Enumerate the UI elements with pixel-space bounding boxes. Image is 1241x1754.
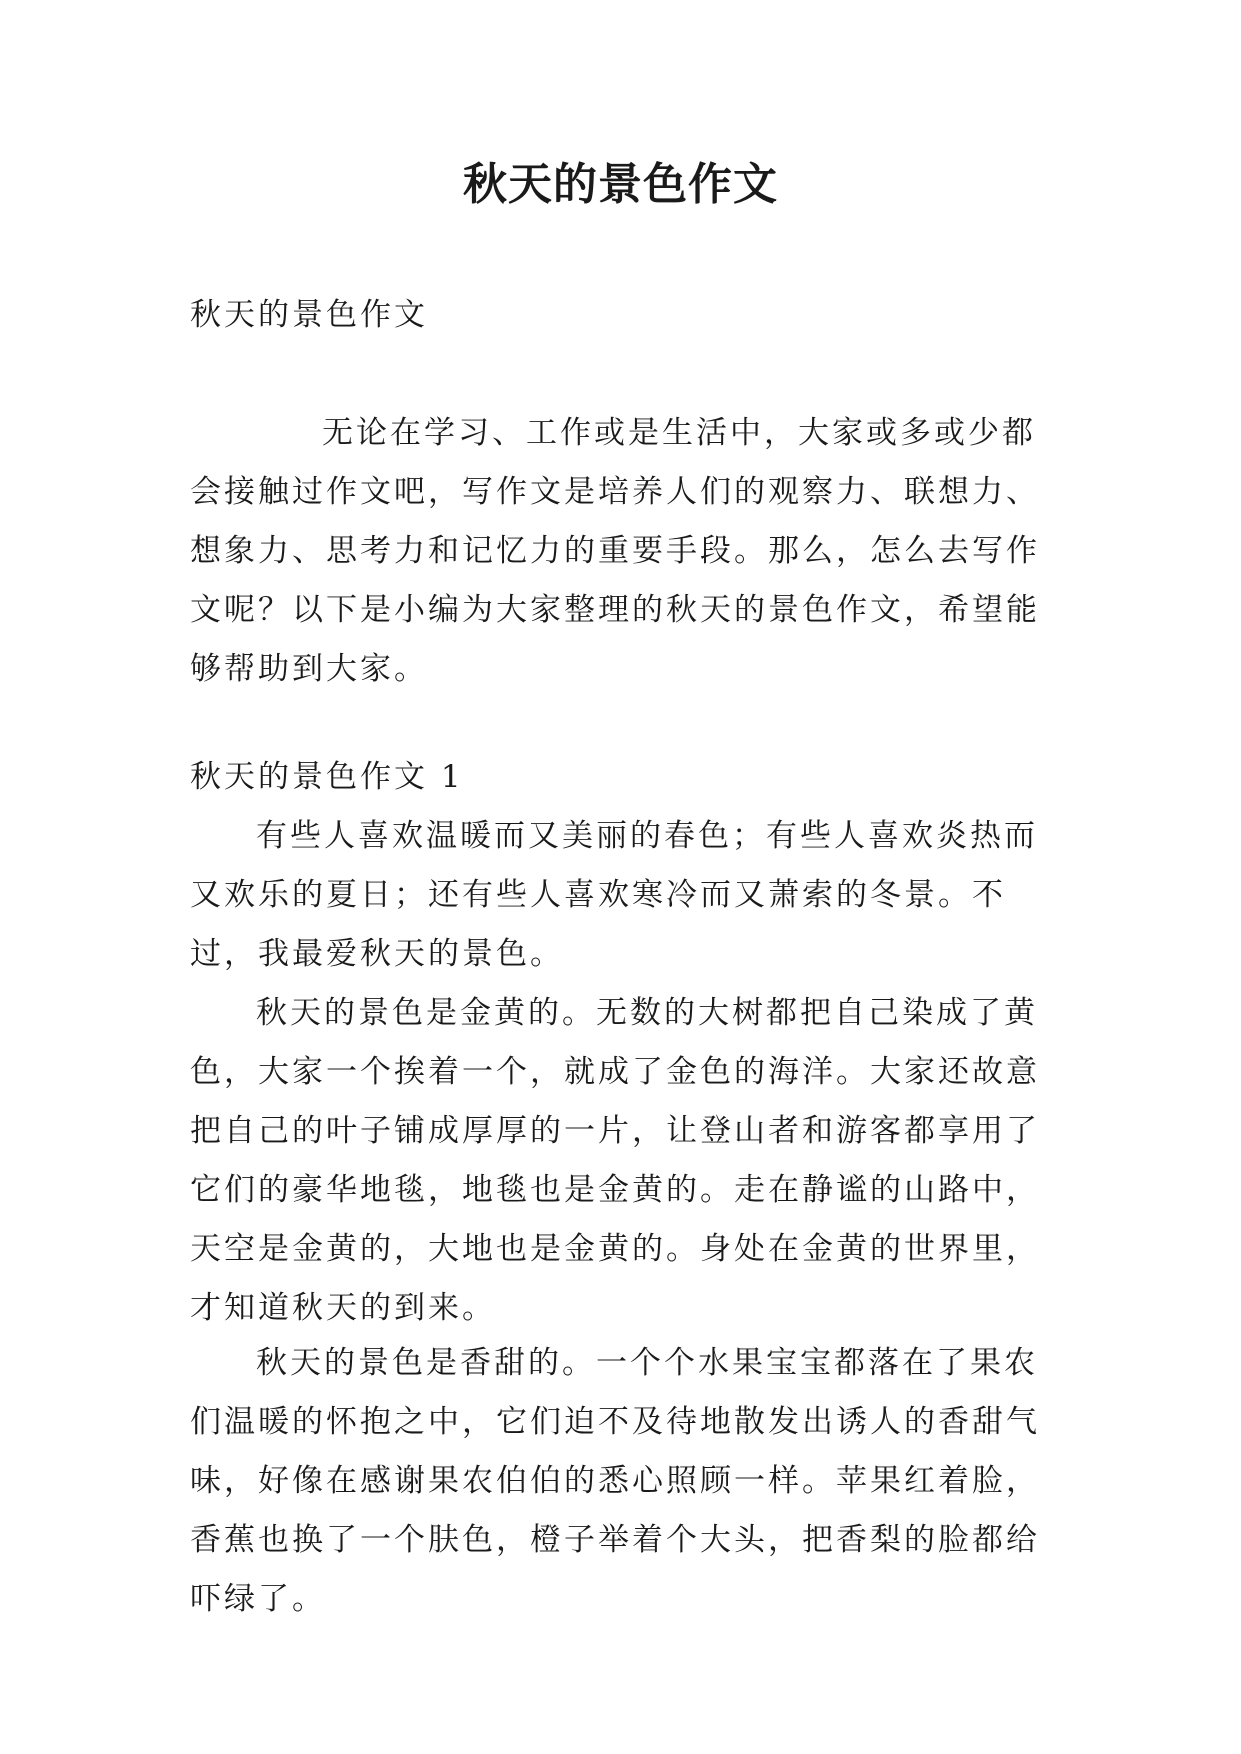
document-title: 秋天的景色作文 <box>463 159 778 210</box>
body-paragraph-3: 秋天的景色是香甜的。一个个水果宝宝都落在了果农们温暖的怀抱之中，它们迫不及待地散发出诱人的香甜气味，好像在感谢果农伯伯的悉心照顾一样。苹果红着脸，香蕉也换了一个肤色，橙子举着个大头，把香梨的脸都给吓绿了。 <box>190 1345 1040 1617</box>
body-paragraph-2: 秋天的景色是金黄的。无数的大树都把自己染成了黄色，大家一个挨着一个，就成了金色的海洋。大家还故意把自己的叶子铺成厚厚的一片，让登山者和游客都享用了它们的豪华地毯，地毯也是金黄的。走在静谧的山路中，天空是金黄的，大地也是金黄的。身处在金黄的世界里，才知道秋天的到来。 <box>190 995 1040 1326</box>
section-heading: 秋天的景色作文 1 <box>190 759 464 795</box>
document-subtitle: 秋天的景色作文 <box>190 297 428 333</box>
body-paragraph-1: 有些人喜欢温暖而又美丽的春色；有些人喜欢炎热而又欢乐的夏日；还有些人喜欢寒冷而又萧索的冬景。不过，我最爱秋天的景色。 <box>190 818 1038 972</box>
intro-paragraph: 无论在学习、工作或是生活中，大家或多或少都会接触过作文吧，写作文是培养人们的观察力、联想力、想象力、思考力和记忆力的重要手段。那么，怎么去写作文呢？以下是小编为大家整理的秋天的景色作文，希望能够帮助到大家。 <box>190 415 1040 687</box>
